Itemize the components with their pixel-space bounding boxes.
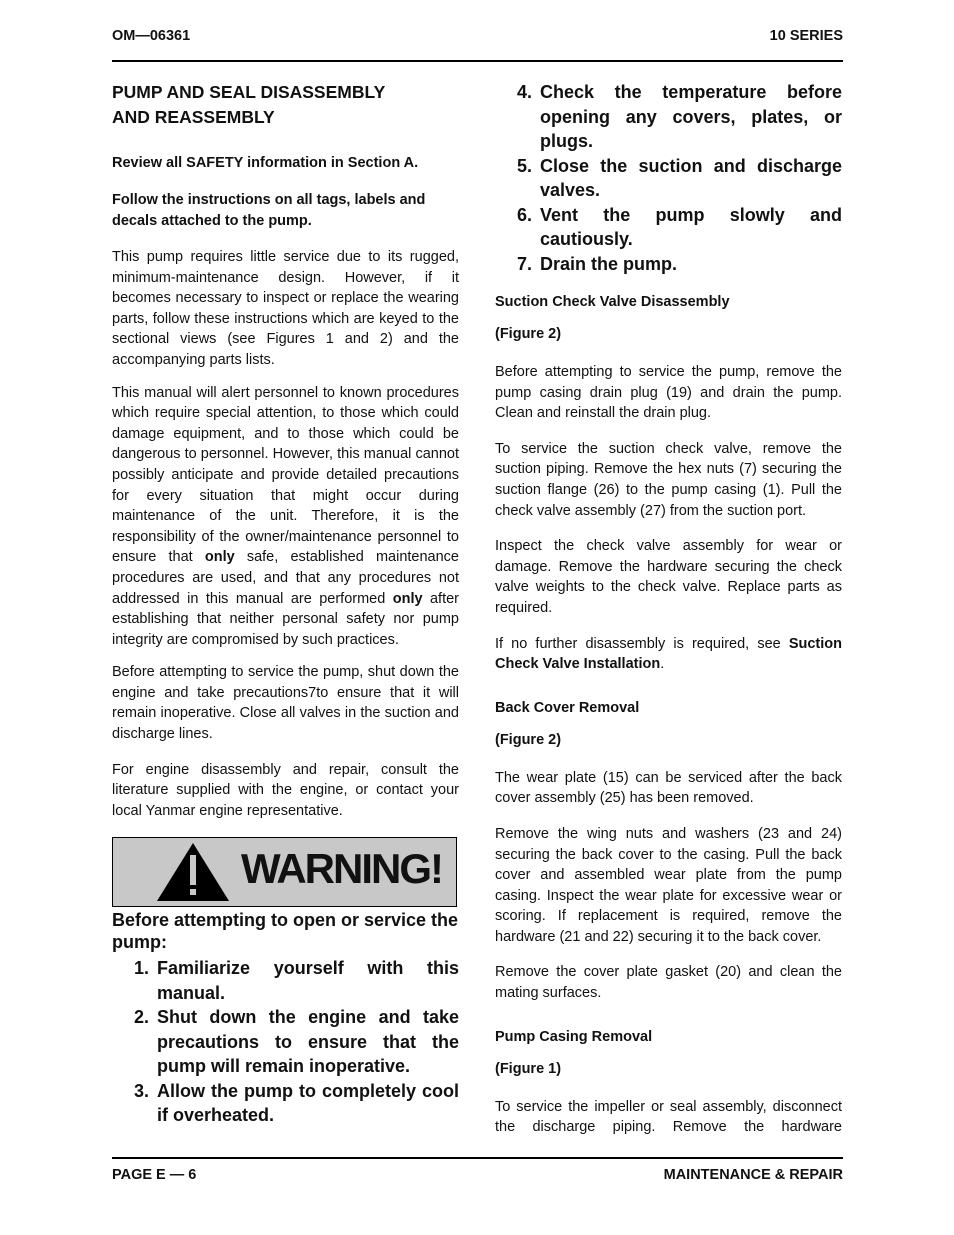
scv-paragraph-3: Inspect the check valve assembly for wear or damage. Remove the hardware securing the check valve weights to the check valve. Replace parts as required.: [495, 538, 842, 616]
warning-lead: Before attempting to open or service the pump:: [112, 910, 459, 953]
warning-triangle-icon: [155, 841, 231, 908]
scv-heading: Suction Check Valve Disassembly: [495, 294, 730, 310]
precaution-steps-left: [112, 956, 459, 1128]
precaution-steps-right: [495, 80, 842, 276]
shutdown-paragraph: Before attempting to service the pump, shut down the engine and take precautions7to ensure that it will remain inoperative. Close all valves in the suction and discharge lines.: [112, 664, 459, 743]
series-label: 10 SERIES: [769, 28, 843, 44]
section-title: PUMP AND SEAL DISASSEMBLY AND REASSEMBLY: [112, 82, 386, 127]
list-item: 4. Check the temperature before opening any covers, plates, or plugs.: [517, 82, 842, 151]
bcr-heading: Back Cover Removal: [495, 699, 640, 716]
scv-paragraph-2: To service the suction check valve, remove the suction piping. Remove the hex nuts (7) securing the suction flange (26) to the pump casing (1). Pull the check valve assembly (27) from the suction port.: [495, 440, 842, 519]
list-item: 2. Shut down the engine and take precautions to ensure that the pump will remain inoperative.: [134, 1007, 459, 1077]
safety-note: Review all SAFETY information in Section A.: [112, 155, 419, 171]
warning-banner: [112, 837, 457, 907]
page-number: PAGE E — 6: [112, 1167, 197, 1183]
document-number: OM—06361: [112, 28, 191, 44]
intro-paragraph: This pump requires little service due to its rugged, minimum-maintenance design. However, if it becomes necessary to inspect or replace the wearing parts, follow these instructions which are keyed to the sectional views (see Figures 1 and 2) and the accompanying parts lists.: [112, 249, 459, 368]
bcr-paragraph-3: Remove the cover plate gasket (20) and clean the mating surfaces.: [495, 964, 842, 1002]
bcr-paragraph-2: Remove the wing nuts and washers (23 and 24) securing the back cover to the casing. Pull the back cover and assembled wear plate from the pump casing. Inspect the wear plate for excessive wear or scoring. If replacement is required, remove the hardware (21 and 22) securing it to the back cover.: [495, 825, 842, 945]
page-footer: [112, 1157, 843, 1183]
list-item: 7. Drain the pump.: [517, 253, 678, 274]
pcr-paragraph-1: To service the impeller or seal assembly, disconnect the discharge piping. Remove the hardware: [495, 1098, 842, 1136]
list-item: 1. Familiarize yourself with this manual.: [134, 958, 459, 1003]
engine-paragraph: For engine disassembly and repair, consult the literature supplied with the engine, or contact your local Yanmar engine representative.: [112, 761, 459, 819]
left-column: [112, 80, 459, 1128]
scv-figure-ref: (Figure 2): [495, 326, 562, 342]
pcr-figure-ref: (Figure 1): [495, 1060, 562, 1077]
pcr-heading: Pump Casing Removal: [495, 1028, 653, 1045]
list-item: 5. Close the suction and discharge valves.: [517, 155, 842, 200]
bcr-paragraph-1: The wear plate (15) can be serviced after the back cover assembly (25) has been removed.: [495, 769, 842, 807]
responsibility-paragraph: This manual will alert personnel to known procedures which require special attention, to those which could damage equipment, and to those which could be dangerous to personnel. However, this manual cannot possibly anticipate and provide detailed precautions for every situation that might occur during maintenance of the unit. Therefore, it is the responsibility of the owner/maintenance personnel to ensure that only safe, established maintenance procedures are used, and that any procedures not addressed in this manual are performed only after establishing that neither personal safety nor pump integrity are compromised by such practices.: [112, 384, 459, 648]
warning-label: WARNING!: [241, 845, 442, 893]
page-header: [112, 24, 843, 62]
section-name: MAINTENANCE & REPAIR: [663, 1167, 843, 1183]
tags-note: Follow the instructions on all tags, labels and decals attached to the pump.: [112, 192, 426, 229]
bcr-figure-ref: (Figure 2): [495, 731, 562, 748]
list-item: 3. Allow the pump to completely cool if overheated.: [134, 1080, 459, 1126]
list-item: 6. Vent the pump slowly and cautiously.: [517, 204, 842, 249]
scv-paragraph-1: Before attempting to service the pump, remove the pump casing drain plug (19) and drain the pump. Clean and reinstall the drain plug.: [495, 364, 842, 422]
scv-paragraph-4: If no further disassembly is required, see Suction Check Valve Installation.: [495, 635, 842, 673]
right-column: [495, 80, 842, 1138]
